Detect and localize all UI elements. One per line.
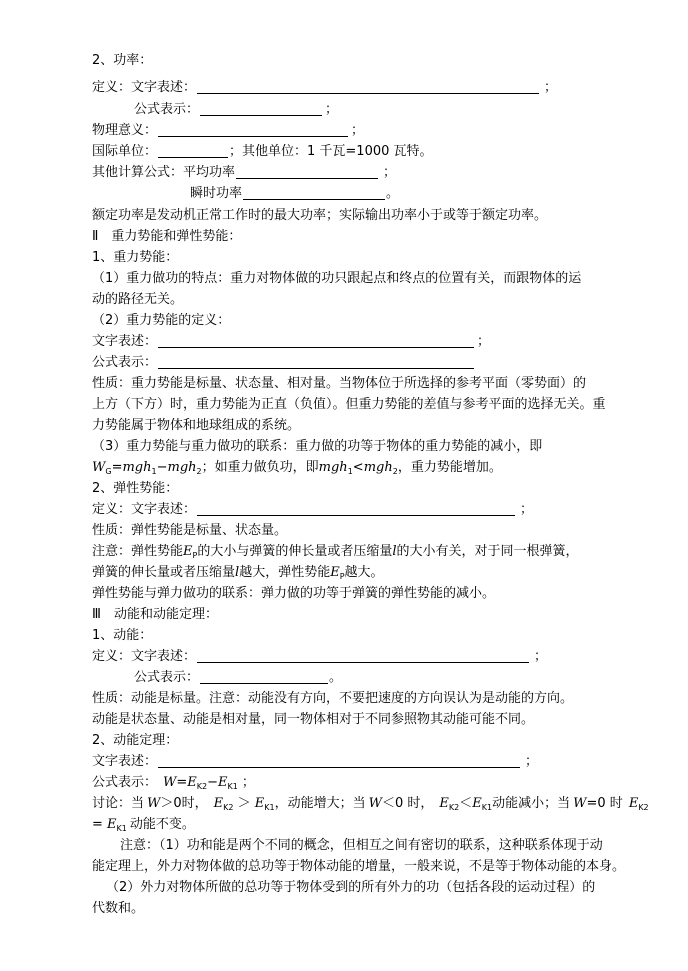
theorem-formula-line: 公式表示： $W=E_{K2}-E_{K1}$ ；	[92, 774, 255, 791]
gpe-formula-line: 公式表示：	[92, 354, 475, 370]
attention-line-3: （2）外力对物体所做的总功等于物体受到的所有外力的功（包括各段的运动过程）的	[106, 879, 596, 895]
work-symbol: W	[573, 795, 587, 811]
power-definition-line: 定义：文字表述： ；	[92, 79, 558, 95]
power-instant-blank[interactable]	[243, 187, 385, 200]
attention-line-1: 注意：（1）功和能是两个不同的概念，但相互之间有密切的联系，这种联系体现于动	[120, 837, 603, 853]
epe-nature: 性质：弹性势能是标量、状态量。	[92, 522, 288, 538]
ke-nature-line-2: 动能是状态量、动能是相对量，同一物体相对于不同参照物其动能可能不同。	[92, 711, 535, 727]
work-symbol: W	[147, 795, 161, 811]
length-symbol: l	[235, 564, 240, 580]
power-meaning-blank[interactable]	[158, 124, 348, 137]
ep-symbol: $E_P$	[183, 543, 198, 560]
power-si-unit-blank[interactable]	[158, 145, 228, 158]
ep-symbol: $E_P$	[330, 564, 345, 581]
theorem-text-line: 文字表述： ；	[92, 753, 539, 769]
ek-comparison-greater: $E_{K2} > E_{K1}$	[213, 795, 275, 812]
work-symbol: W	[368, 795, 383, 811]
power-meaning-line: 物理意义： ；	[92, 122, 365, 138]
ek2-symbol: $E_{K2}$	[628, 795, 649, 812]
power-heading: 2、功率：	[92, 52, 153, 68]
ke-nature-line-1: 性质：动能是标量。注意：动能没有方向，不要把速度的方向误认为是动能的方向。	[92, 690, 574, 706]
ke-definition-blank[interactable]	[197, 650, 529, 663]
attention-line-4: 代数和。	[92, 900, 145, 916]
rated-power-note: 额定功率是发动机正常工作时的最大功率；实际输出功率小于或等于额定功率。	[92, 207, 548, 223]
theorem-formula: $W=E_{K2}-E_{K1}$	[163, 774, 238, 791]
epe-note-line-1: 注意：弹性势能 $E_P$ 的大小与弹簧的伸长量或者压缩量 l 的大小有关，对于同一根弹簧，	[92, 543, 579, 560]
gpe-text-line: 文字表述： ；	[92, 333, 491, 349]
ek-equal: = $E_{K1}$	[92, 816, 127, 833]
power-formula-line: 公式表示： ；	[134, 101, 339, 117]
height-inequality: mgh$_1$<mgh$_2$	[318, 459, 398, 476]
power-definition-blank[interactable]	[197, 81, 539, 94]
length-symbol: l	[392, 543, 397, 559]
section-2-heading: Ⅱ 重力势能和弹性势能：	[92, 228, 242, 244]
ek-comparison-less: $E_{K2}<E_{K1}$	[439, 795, 493, 812]
power-instant-line: 瞬时功率 。	[190, 185, 400, 201]
attention-line-2: 能定理上，外力对物体做的总功等于物体动能的增量，一般来说，不是等于物体动能的本身。	[92, 858, 626, 874]
theorem-heading: 2、动能定理：	[92, 732, 179, 748]
gpe-nature-line-1: 性质：重力势能是标量、状态量、相对量。当物体位于所选择的参考平面（零势面）的	[92, 375, 587, 391]
gpe-text-blank[interactable]	[158, 335, 474, 348]
gravity-work-formula: $W_G=mgh_1-mgh_2$	[92, 459, 202, 476]
ke-definition-line: 定义：文字表述： ；	[92, 648, 548, 664]
epe-heading: 2、弹性势能：	[92, 480, 179, 496]
theorem-text-blank[interactable]	[158, 755, 520, 768]
ke-formula-line: 公式表示： 。	[134, 669, 343, 685]
power-average-blank[interactable]	[236, 166, 378, 179]
gpe-formula-blank[interactable]	[158, 356, 474, 369]
epe-note-line-2: 弹簧的伸长量或者压缩量 l 越大，弹性势能 $E_P$ 越大。	[92, 564, 384, 581]
gpe-nature-line-2: 上方（下方）时，重力势能为正直（负值）。但重力势能的差值与参考平面的选择无关。重	[92, 396, 606, 412]
ke-formula-blank[interactable]	[200, 671, 328, 684]
gpe-heading: 1、重力势能：	[92, 249, 179, 265]
power-formula-blank[interactable]	[200, 103, 322, 116]
epe-definition-line: 定义：文字表述： ；	[92, 501, 534, 517]
gpe-nature-line-3: 力势能属于物体和地球组成的系统。	[92, 417, 301, 433]
gpe-definition-heading: （2）重力势能的定义：	[92, 312, 231, 328]
section-3-heading: Ⅲ 动能和动能定理：	[92, 606, 218, 622]
work-feature-line-2: 动的路径无关。	[92, 291, 184, 307]
theorem-discussion-line-1: 讨论：当 W ＞0时， $E_{K2} > E_{K1}$ ，动能增大；当 W ＜0 时， $E_{K2}<E_{K1}$ 动能减小；当 W =0 时 $E_{K2}$	[92, 795, 649, 812]
epe-definition-blank[interactable]	[197, 503, 515, 516]
gpe-work-relation-line-1: （3）重力势能与重力做功的联系：重力做的功等于物体的重力势能的减小，即	[92, 438, 543, 454]
work-feature-line-1: （1）重力做功的特点：重力对物体做的功只跟起点和终点的位置有关，而跟物体的运	[92, 270, 582, 286]
power-si-unit-line: 国际单位： ；其他单位：1 千瓦=1000 瓦特。	[92, 143, 433, 159]
theorem-discussion-line-2: = $E_{K1}$ 动能不变。	[92, 816, 195, 833]
epe-work-relation: 弹性势能与弹力做功的联系：弹力做的功等于弹簧的弹性势能的减小。	[92, 585, 496, 601]
ke-heading: 1、动能：	[92, 627, 153, 643]
gpe-work-relation-line-2: $W_G=mgh_1-mgh_2$ ；如重力做负功，即 mgh$_1$<mgh$_2$ ，重力势能增加。	[92, 459, 502, 476]
power-average-line: 其他计算公式：平均功率 ；	[92, 164, 397, 180]
